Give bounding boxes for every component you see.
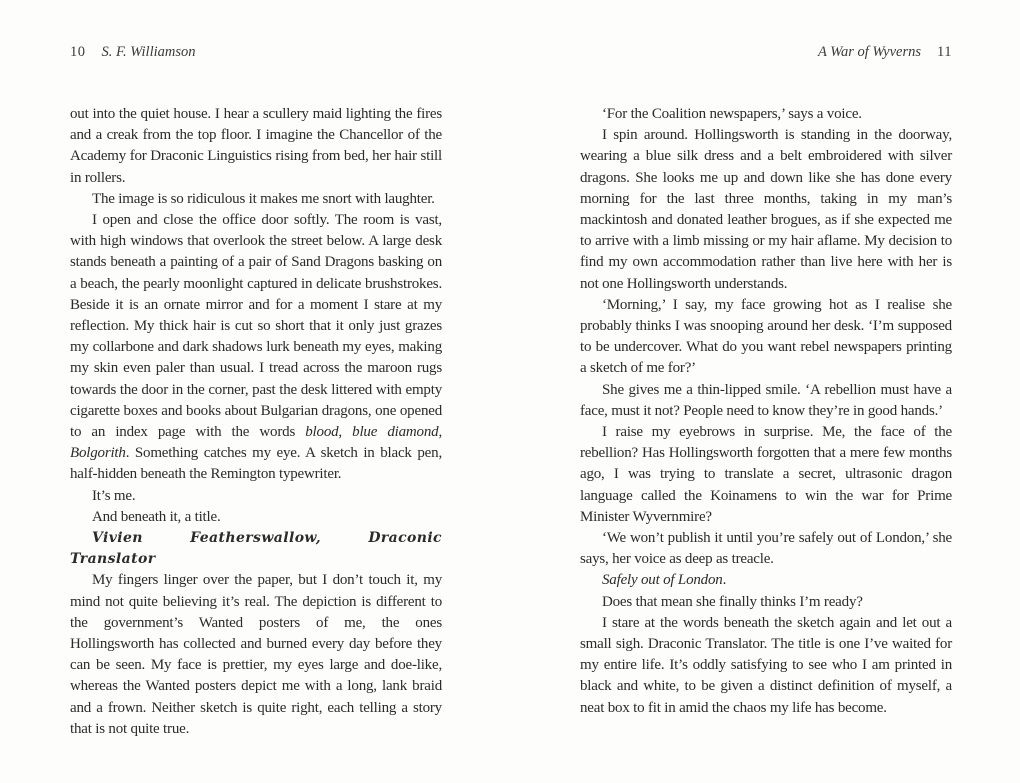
text-segment: ‘Morning,’ I say, my face growing hot as I realise she probably thinks I was snooping around her desk. ‘I’m supposed to be undercover. What do you want rebel newspapers printing a sketch of me for?’ <box>580 296 952 377</box>
text-segment: ‘We won’t publish it until you’re safely out of London,’ she says, her voice as deep as treacle. <box>580 530 952 568</box>
paragraph <box>70 189 442 210</box>
paragraph <box>70 104 442 189</box>
italic-text-segment: blue diamond <box>352 424 439 441</box>
right-running-header-title: A War of Wyverns <box>818 44 922 60</box>
paragraph <box>580 104 952 125</box>
text-segment: And beneath it, a title. <box>92 508 221 525</box>
text-segment: , <box>438 424 442 441</box>
text-segment: The image is so ridiculous it makes me snort with laughter. <box>92 190 435 207</box>
paragraph <box>580 613 952 719</box>
italic-text-segment: blood <box>305 424 339 441</box>
italic-text-segment: Vivien Featherswallow, Draconic Translator <box>70 530 442 568</box>
paragraph <box>70 486 442 507</box>
text-segment: ‘For the Coalition newspapers,’ says a voice. <box>602 106 862 122</box>
right-running-head <box>580 44 952 64</box>
left-page-body <box>70 104 442 740</box>
left-page-number: 10 <box>70 44 86 60</box>
paragraph <box>70 570 442 740</box>
text-segment: My fingers linger over the paper, but I don’t touch it, my mind not quite believing it’s real. The depiction is different to the government’s Wanted posters of me, the ones Hollingsworth has collected and burned every day before they can be seen. My face is prettier, my eyes large and doe-like, whereas the Wanted posters depict me with a long, lank braid and a frown. Neither sketch is quite right, each telling a story that is not quite true. <box>70 572 442 737</box>
text-segment: She gives me a thin-lipped smile. ‘A rebellion must have a face, must it not? People need to know they’re in good hands.’ <box>580 381 952 419</box>
paragraph <box>70 210 442 486</box>
right-page <box>580 44 952 783</box>
italic-text-segment: Bolgorith <box>70 445 126 462</box>
paragraph <box>580 528 952 570</box>
text-segment: out into the quiet house. I hear a scullery maid lighting the fires and a creak from the top floor. I imagine the Chancellor of the Academy for Draconic Linguistics rising from bed, her hair still in rollers. <box>70 106 442 186</box>
italic-text-segment: Safely out of London <box>602 572 723 589</box>
text-segment: I spin around. Hollingsworth is standing in the doorway, wearing a blue silk dress and a belt embroidered with silver dragons. She looks me up and down like she has done every morning for the last three months, taking in my man’s mackintosh and donated leather brogues, as if she expected me to arrive with a limb missing or my hair aflame. My decision to find my own accommodation rather than live here with her is not one Hollingsworth understands. <box>580 127 952 292</box>
text-segment: I raise my eyebrows in surprise. Me, the face of the rebellion? Has Hollingsworth forgotten that a mere few months ago, I was trying to translate a secret, ultrasonic dragon language called the Koinamens to win the war for Prime Minister Wyvernmire? <box>580 424 952 525</box>
left-running-head <box>70 44 442 64</box>
paragraph <box>70 528 442 570</box>
right-page-number: 11 <box>937 44 952 60</box>
text-segment: . Something catches my eye. A sketch in black pen, half-hidden beneath the Remington typewriter. <box>70 445 442 483</box>
left-page <box>70 44 442 783</box>
paragraph <box>70 507 442 528</box>
text-segment: It’s me. <box>92 487 136 504</box>
right-page-body <box>580 104 952 719</box>
paragraph <box>580 592 952 613</box>
text-segment: . <box>722 572 727 589</box>
text-segment: I stare at the words beneath the sketch again and let out a small sigh. Draconic Translator. The title is one I’ve waited for my entire life. It’s oddly satisfying to see who I am printed in black and white, to be given a distinct definition of myself, a neat box to fit in amid the chaos my life has become. <box>580 614 952 716</box>
paragraph <box>580 380 952 422</box>
paragraph <box>580 295 952 380</box>
text-segment: Does that mean she finally thinks I’m ready? <box>602 593 863 610</box>
paragraph <box>580 570 952 591</box>
paragraph <box>580 125 952 295</box>
text-segment: I open and close the office door softly. The room is vast, with high windows that overlook the street below. A large desk stands beneath a painting of a pair of Sand Dragons basking on a beach, the pearly moonlight captured in delicate brushstrokes. Beside it is an ornate mirror and for a moment I stare at my reflection. My thick hair is cut so short that it only just grazes my collarbone and dark shadows lurk beneath my eyes, making my skin even paler than usual. I tread across the maroon rugs towards the door in the corner, past the desk littered with empty cigarette boxes and books about Bulgarian dragons, one opened to an index page with the words <box>70 212 442 441</box>
left-running-header-author: S. F. Williamson <box>101 44 196 60</box>
text-segment: , <box>338 424 353 441</box>
paragraph <box>580 422 952 528</box>
